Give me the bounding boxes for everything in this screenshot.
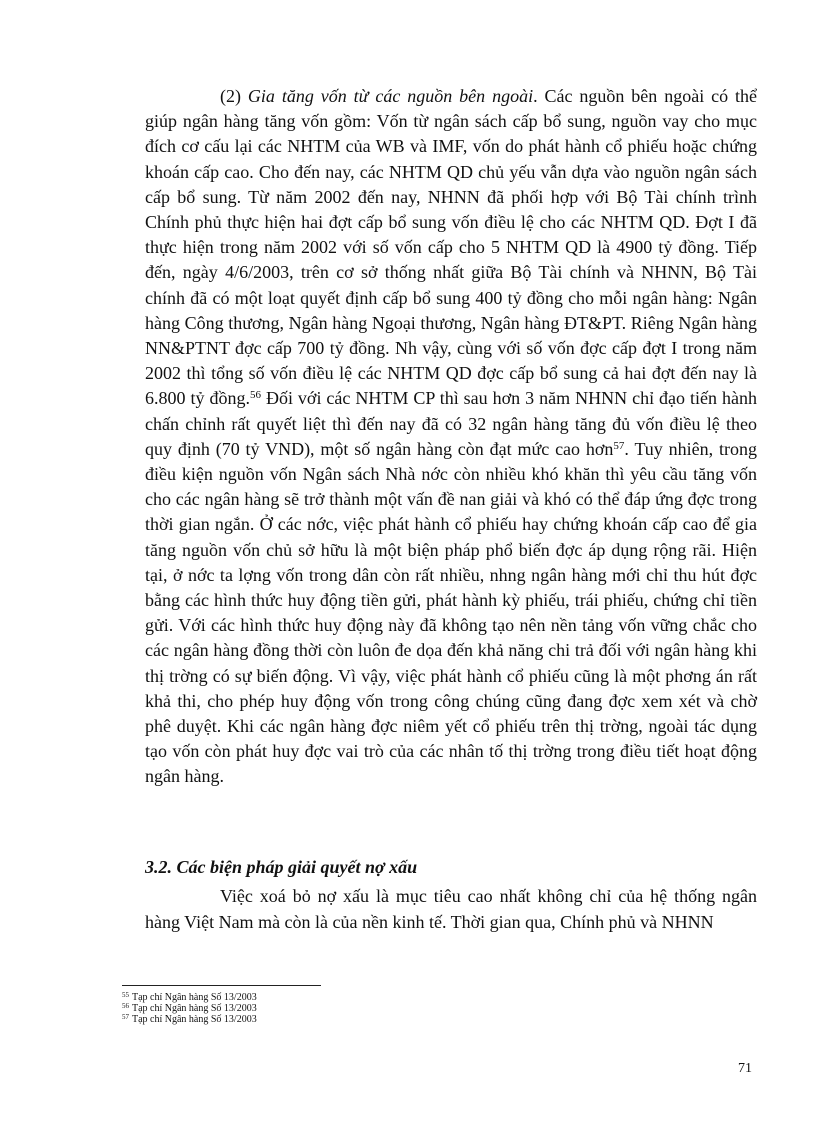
footnote-item: [122, 1014, 257, 1025]
footnote-number: 56: [122, 1002, 129, 1010]
footnote-text: Tạp chí Ngân hàng Số 13/2003: [132, 1003, 257, 1014]
footnote-text: Tạp chí Ngân hàng Số 13/2003: [132, 1014, 257, 1025]
paragraph-bad-debt-text: Việc xoá bỏ nợ xấu là mục tiêu cao nhất không chỉ của hệ thống ngân hàng Việt Nam mà còn là của nền kinh tế. Thời gian qua, Chính phủ và NHNN: [145, 886, 757, 932]
paragraph-lead: (2): [220, 86, 248, 106]
footnote-item: [122, 1003, 257, 1014]
paragraph-italic-phrase: Gia tăng vốn từ các nguồn bên ngoài: [247, 86, 534, 106]
footnote-ref-57[interactable]: 57: [613, 439, 625, 452]
page-number: 71: [738, 1061, 752, 1076]
footnote-number: 55: [122, 991, 129, 999]
paragraph-text-part2: Đối với các NHTM CP thì sau hơn 3 năm NHNN chỉ đạo tiến hành chấn chỉnh rất quyết liệt thì đến nay đã có 32 ngân hàng tăng đủ vốn điều lệ theo quy định (70 tỷ VND), một số ngân hàng còn đạt mức cao hơn: [145, 388, 757, 459]
footnote-item: [122, 992, 257, 1003]
section-heading: 3.2. Các biện pháp giải quyết nợ xấu: [145, 857, 418, 877]
footnote-ref-56[interactable]: 56: [249, 389, 261, 402]
footnote-text: Tạp chí Ngân hàng Số 13/2003: [132, 992, 257, 1003]
paragraph-text-part3: . Tuy nhiên, trong điều kiện nguồn vốn Ngân sách Nhà nớc còn nhiều khó khăn thì yêu cầu tăng vốn cho các ngân hàng sẽ trở thành một vấn đề nan giải và khó có thể đáp ứng đợc trong thời gian ngắn. Ở các nớc, việc phát hành cổ phiếu hay chứng khoán cấp cao để gia tăng nguồn vốn chủ sở hữu là một biện pháp phổ biến đợc áp dụng rộng rãi. Hiện tại, ở nớc ta lợng vốn trong dân còn rất nhiều, nhng ngân hàng mới chỉ thu hút đợc bằng các hình thức huy động tiền gửi, phát hành kỳ phiếu, trái phiếu, chứng chỉ tiền gửi. Với các hình thức huy động này đã không tạo nên nền tảng vốn vững chắc cho các ngân hàng đồng thời còn luôn đe dọa đến khả năng chi trả đối với ngân hàng khi thị trờng có sự biến động. Vì vậy, việc phát hành cổ phiếu cũng là một phơng án rất khả thi, cho phép huy động vốn trong công chúng cũng đang đợc xem xét và chờ phê duyệt. Khi các ngân hàng đợc niêm yết cổ phiếu trên thị trờng, ngoài tác dụng tạo vốn còn phát huy đợc vai trò của các nhân tố thị trờng trong điều tiết hoạt động ngân hàng.: [145, 438, 757, 787]
paragraph-text-part1: . Các nguồn bên ngoài có thể giúp ngân hàng tăng vốn gồm: Vốn từ ngân sách cấp bổ sung, nguồn vay cho mục đích cơ cấu lại các NHTM của WB và IMF, vốn do phát hành cổ phiếu hoặc chứng khoán cấp cao. Cho đến nay, các NHTM QD chủ yếu vẫn dựa vào nguồn ngân sách cấp bổ sung. Từ năm 2002 đến nay, NHNN đã phối hợp với Bộ Tài chính trình Chính phủ thực hiện hai đợt cấp bổ sung vốn điều lệ cho các NHTM QD. Đợt I đã thực hiện trong năm 2002 với số vốn cấp cho 5 NHTM QD là 4900 tỷ đồng. Tiếp đến, ngày 4/6/2003, trên cơ sở thống nhất giữa Bộ Tài chính và NHNN, Bộ Tài chính đã có một loạt quyết định cấp bổ sung 400 tỷ đồng cho mỗi ngân hàng: Ngân hàng Công thương, Ngân hàng Ngoại thương, Ngân hàng ĐT&PT. Riêng Ngân hàng NN&PTNT đợc cấp 700 tỷ đồng. Nh vậy, cùng với số vốn đợc cấp đợt I trong năm 2002 thì tổng số vốn điều lệ các NHTM QD đợc cấp bổ sung cả hai đợt đến nay là 6.800 tỷ đồng.: [145, 86, 757, 409]
footnotes-list: [122, 992, 257, 1025]
paragraph-bad-debt: [145, 884, 757, 935]
footnote-number: 57: [122, 1013, 129, 1021]
paragraph-capital-sources: [145, 84, 757, 790]
footnote-separator: [122, 985, 321, 986]
